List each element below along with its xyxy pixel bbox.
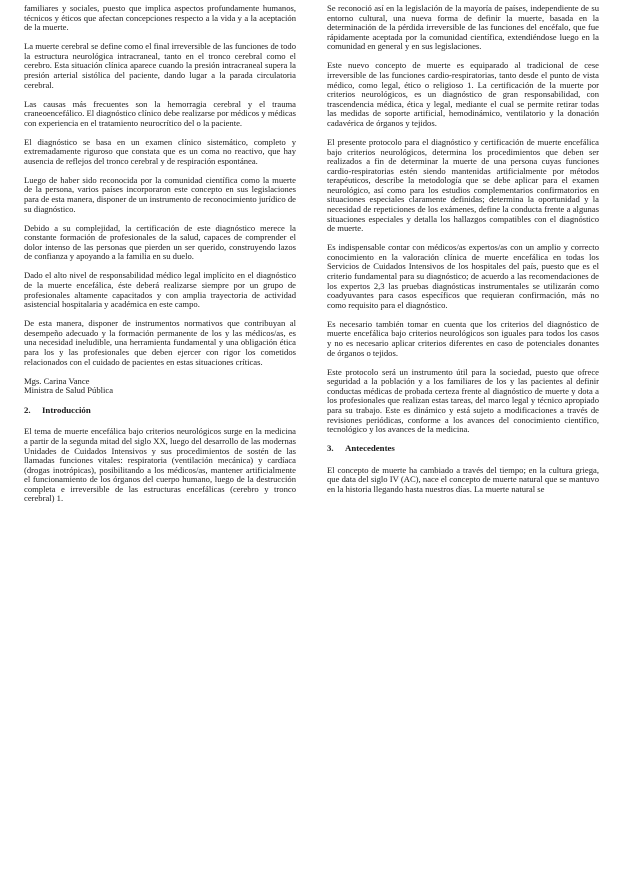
paragraph: Las causas más frecuentes son la hemorragia cerebral y el trauma craneoencefálico. El diagnóstico clínico debe realizarse por médicos y médicas con experiencia en el tratamiento neurocrítico del o la paciente.	[24, 98, 297, 128]
section-number: 3.	[327, 443, 334, 454]
signature-block	[24, 377, 296, 396]
section-title: Introducción	[42, 404, 91, 415]
paragraph: Luego de haber sido reconocida por la comunidad científica como la muerte de la persona, varios países incorporaron este concepto en sus legislaciones para de esta manera, disponer de un instrumento de reconocimiento jurídico de su diagnóstico.	[24, 174, 296, 214]
paragraph: Este protocolo será un instrumento útil para la sociedad, puesto que ofrece seguridad a la población y a los familiares de los y las pacientes al definir conductas médicas de probada certeza frente al diagnóstico de muerte y dota a los profesionales que realizan estas tareas, del marco legal y técnico apropiado para su trabajo. Este es dinámico y está sujeto a modificaciones a través de revisiones periódicas, conforme a los avances del conocimiento científico, tecnológico y los avances de la medicina.	[327, 366, 599, 435]
signature-name: Mgs. Carina Vance	[24, 375, 90, 386]
paragraph: Es necesario también tomar en cuenta que los criterios del diagnóstico de muerte encefálica bajo criterios neurológicos son iguales para todos los casos y no es necesario aplicar criterios diferentes en caso de potenciales donantes de órganos o tejidos.	[327, 318, 599, 358]
paragraph: Es indispensable contar con médicos/as expertos/as con un amplio y correcto conocimiento en la valoración clínica de muerte encefálica en todas los Servicios de Cuidados Intensivos de los hospitales del país, puesto que es el criterio fundamental para su diagnóstico; de acuerdo a las recomendaciones de los expertos 2,3 las pruebas diagnósticas instrumentales se utilizarán como coadyuvantes para casos específicos que requieran confirmación, más no como requisito para el diagnóstico.	[327, 242, 599, 310]
two-column-body	[24, 0, 599, 504]
right-column	[327, 4, 599, 504]
paragraph: Se reconoció así en la legislación de la mayoría de países, independiente de su entorno cultural, una nueva forma de definir la muerte, basada en la determinación de la pérdida irreversible de las funciones del encéfalo, que fue rápidamente aceptada por la comunidad científica, extendiéndose luego en la comunidad en general y en sus legislaciones.	[327, 3, 599, 52]
signature-title: Ministra de Salud Pública	[24, 385, 114, 396]
paragraph: El concepto de muerte ha cambiado a través del tiempo; en la cultura griega, que data del siglo IV (AC), nace el concepto de muerte natural que se mantuvo en la historia llegando hasta nuestros días. La muerte natural se	[327, 464, 599, 494]
paragraph: El diagnóstico se basa en un examen clínico sistemático, completo y extremadamente riguroso que constata que es un coma no reactivo, que hay ausencia de reflejos del tronco cerebral y de respiración espontánea.	[24, 136, 296, 166]
paragraph: familiares y sociales, puesto que implica aspectos profundamente humanos, técnicos y éticos que afectan concepciones respecto a la vida y a la aceptación de la muerte.	[24, 3, 296, 33]
left-column	[24, 4, 296, 504]
paragraph: El presente protocolo para el diagnóstico y certificación de muerte encefálica bajo criterios neurológicos, determina los procedimientos que deben ser realizados a fin de determinar la muerte de una persona cuyas funciones cardio-respiratorias estén siendo mantenidas artificialmente por métodos terapéuticos, describe la metodología que se debe aplicar para el examen neurológico, así como para los estudios complementarios confirmatorios en situaciones especiales claramente definidas; determina la oportunidad y la necesidad de repeticiones de los exámenes, define la conducta frente a algunas situaciones especiales y detalla los hallazgos compatibles con el diagnóstico de muerte.	[327, 136, 599, 234]
paragraph: De esta manera, disponer de instrumentos normativos que contribuyan al desempeño adecuado y la formación permanente de los y las médicos/as, es una necesidad ineludible, una herramienta fundamental y una obligación ética para los y las profesionales que deben ejercer con rigor los cometidos relacionados con el cuidado de pacientes en estas situaciones críticas.	[24, 318, 296, 367]
section-heading-antecedentes	[327, 444, 599, 454]
section-number: 2.	[24, 404, 31, 415]
section-title: Antecedentes	[345, 443, 395, 454]
paragraph: Debido a su complejidad, la certificación de este diagnóstico merece la constante formación de profesionales de la salud, capaces de comprender el dolor intenso de las personas que pierden un ser querido, construyendo lazos de confianza y apoyando a la familia en su duelo.	[24, 222, 296, 262]
paragraph: La muerte cerebral se define como el final irreversible de las funciones de todo la estructura neurológica intracraneal, tanto en el tronco cerebral como el cerebro. Esta situación clínica aparece cuando la presión intracraneal supera la presión arterial sistólica del paciente, dando lugar a la parada circulatoria cerebral.	[24, 41, 296, 90]
paragraph: Este nuevo concepto de muerte es equiparado al tradicional de cese irreversible de las funciones cardio-respiratorias, tanto desde el punto de vista médico, como legal, ético o religioso 1. La certificación de la muerte por criterios neurológicos, es un diagnóstico de gran responsabilidad, con trascendencia médica, ética y legal, mediante el cual se permite retirar todas las medidas de soporte artificial, hemodinámico, ventilatorio y la donación cadavérica de órganos y tejidos.	[327, 60, 599, 128]
paragraph: Dado el alto nivel de responsabilidad médico legal implícito en el diagnóstico de la muerte encefálica, éste deberá realizarse siempre por un grupo de profesionales altamente capacitados y con amplia trayectoria de actividad asistencial hospitalaria y académica en este campo.	[24, 270, 296, 310]
paragraph: El tema de muerte encefálica bajo criterios neurológicos surge en la medicina a partir de la segunda mitad del siglo XX, luego del desarrollo de las modernas Unidades de Cuidados Intensivos y sus procedimientos de sostén de las llamadas funciones vitales: respiratoria (ventilación mecánica) y cardíaca (drogas inotrópicas), posibilitando a los médicos/as, mantener artificialmente el funcionamiento de los órganos del cuerpo humano, luego de la destrucción completa e irreversible de las estructuras encefálicas (cerebro y tronco cerebral) 1.	[24, 426, 296, 504]
section-heading-introduccion	[24, 406, 296, 416]
